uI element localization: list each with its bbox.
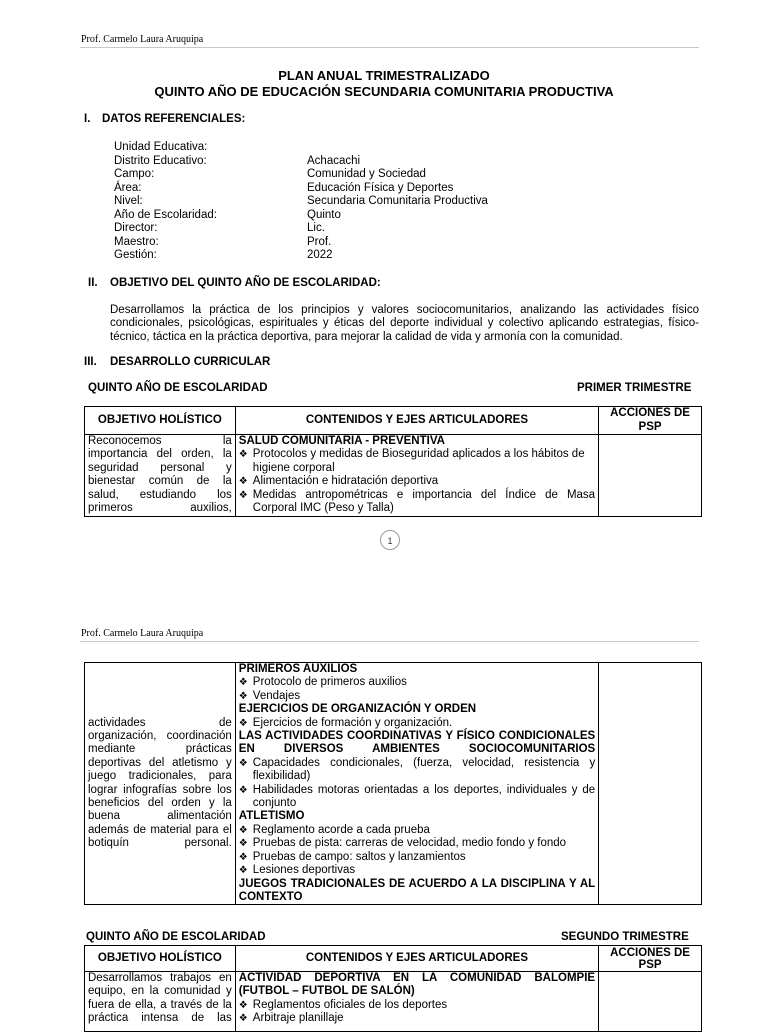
list-item: ❖ Medidas antropométricas e importancia del Índice de Masa Corporal IMC (Peso y Talla) xyxy=(238,488,596,515)
objective-cell: actividades de organización, coordinación mediante prácticas deportivas del atletismo y juego tradicionales, para lograr infografías sobre los beneficios del orden y la buena alimentación además de material para el botiquín personal. xyxy=(85,663,236,905)
list-item: ❖ Alimentación e hidratación deportiva xyxy=(238,475,439,488)
trimester-2-term: SEGUNDO TRIMESTRE xyxy=(561,931,689,943)
content-heading: SALUD COMUNITARIA - PREVENTIVA xyxy=(238,435,445,447)
list-item: ❖ Vendajes xyxy=(238,689,301,702)
diamond-bullet-icon: ❖ xyxy=(238,999,248,1011)
table-header-contents: CONTENIDOS Y EJES ARTICULADORES xyxy=(235,407,598,435)
diamond-bullet-icon: ❖ xyxy=(238,851,248,863)
diamond-bullet-icon: ❖ xyxy=(238,476,248,488)
section-2-number: II. xyxy=(88,277,98,289)
content-heading: JUEGOS TRADICIONALES DE ACUERDO A LA DISCIPLINA Y AL CONTEXTO xyxy=(238,877,596,903)
trimester-1-term: PRIMER TRIMESTRE xyxy=(577,382,692,394)
curriculum-table-2 xyxy=(84,945,702,1032)
list-item: ❖ Pruebas de campo: saltos y lanzamientos xyxy=(238,850,466,863)
section-2-title: OBJETIVO DEL QUINTO AÑO DE ESCOLARIDAD: xyxy=(110,277,381,289)
diamond-bullet-icon: ❖ xyxy=(238,757,248,769)
section-3-title: DESARROLLO CURRICULAR xyxy=(110,356,271,368)
diamond-bullet-icon: ❖ xyxy=(238,690,248,702)
curriculum-table-1 xyxy=(84,406,702,517)
actions-cell xyxy=(599,972,702,1032)
datos-value: Prof. xyxy=(307,235,332,248)
datos-label: Distrito Educativo: xyxy=(114,154,207,167)
datos-label: Área: xyxy=(114,181,142,194)
datos-label: Campo: xyxy=(114,168,155,180)
table-header-actions: ACCIONES DE PSP xyxy=(599,946,702,972)
datos-label: Unidad Educativa: xyxy=(114,141,208,153)
datos-value: Quinto xyxy=(307,208,341,221)
trimester-1-year: QUINTO AÑO DE ESCOLARIDAD xyxy=(88,382,268,394)
datos-labels xyxy=(114,141,217,263)
content-heading: PRIMEROS AUXILIOS xyxy=(238,663,358,675)
list-item: ❖ Protocolo de primeros auxilios xyxy=(238,676,407,689)
diamond-bullet-icon: ❖ xyxy=(238,677,248,689)
diamond-bullet-icon: ❖ xyxy=(238,489,248,501)
datos-label: Maestro: xyxy=(114,235,159,248)
page-number-badge: 1 xyxy=(380,530,400,550)
contents-cell xyxy=(235,663,598,905)
objective-paragraph: Desarrollamos la práctica de los principios y valores sociocomunitarios, analizando las actividades físico condicionales, psicológicas, espirituales y éticas del deporte individual y colectivo aplicando estrategias, físico-técnico, táctica en la práctica deportiva, para mejorar la calidad de vida y armonía con la comunidad. xyxy=(110,304,699,343)
actions-cell xyxy=(599,663,702,905)
document-subtitle: QUINTO AÑO DE EDUCACIÓN SECUNDARIA COMUNITARIA PRODUCTIVA xyxy=(154,84,614,99)
diamond-bullet-icon: ❖ xyxy=(238,1013,248,1025)
objective-cell: Desarrollamos trabajos en equipo, en la comunidad y fuera de ella, a través de la práctica intensa de las xyxy=(85,972,236,1032)
contents-cell xyxy=(235,435,598,517)
diamond-bullet-icon: ❖ xyxy=(238,784,248,796)
header-divider xyxy=(80,47,699,48)
list-item: ❖ Ejercicios de formación y organización. xyxy=(238,716,453,729)
datos-label: Director: xyxy=(114,222,158,234)
objective-cell: Reconocemos la importancia del orden, la seguridad personal y bienestar común de la salud, estudiando los primeros auxilios, xyxy=(85,435,236,517)
section-1-number: I. xyxy=(84,113,91,125)
content-heading: EJERCICIOS DE ORGANIZACIÓN Y ORDEN xyxy=(238,703,477,716)
list-item: ❖ Protocolos y medidas de Bioseguridad aplicados a los hábitos de higiene corporal xyxy=(238,448,585,474)
datos-label: Gestión: xyxy=(114,249,157,261)
datos-value: Secundaria Comunitaria Productiva xyxy=(307,195,488,207)
list-item: ❖ Arbitraje planillaje xyxy=(238,1012,344,1025)
datos-label: Nivel: xyxy=(114,195,143,207)
table-header-objective: OBJETIVO HOLÍSTICO xyxy=(85,407,236,435)
datos-label: Año de Escolaridad: xyxy=(114,208,217,221)
content-heading: ATLETISMO xyxy=(238,810,305,823)
datos-value: 2022 xyxy=(307,249,333,261)
list-item: ❖ Lesiones deportivas xyxy=(238,864,356,877)
datos-value: Lic. xyxy=(307,222,325,234)
diamond-bullet-icon: ❖ xyxy=(238,824,248,836)
datos-value xyxy=(307,141,488,155)
list-item: ❖ Reglamentos oficiales de los deportes xyxy=(238,998,448,1011)
diamond-bullet-icon: ❖ xyxy=(238,838,248,850)
trimester-2-year: QUINTO AÑO DE ESCOLARIDAD xyxy=(86,931,266,943)
table-header-objective: OBJETIVO HOLÍSTICO xyxy=(85,946,236,972)
actions-cell xyxy=(599,435,702,517)
section-1-title: DATOS REFERENCIALES: xyxy=(102,113,246,125)
content-heading: LAS ACTIVIDADES COORDINATIVAS Y FÍSICO CONDICIONALES EN DIVERSOS AMBIENTES SOCIOCOMUNITARIOS xyxy=(238,730,596,756)
content-heading: ACTIVIDAD DEPORTIVA EN LA COMUNIDAD BALOMPIE (FUTBOL – FUTBOL DE SALÓN) xyxy=(238,972,596,998)
document-title: PLAN ANUAL TRIMESTRALIZADO xyxy=(278,68,490,83)
diamond-bullet-icon: ❖ xyxy=(238,449,248,461)
page-header-author: Prof. Carmelo Laura Aruquipa xyxy=(81,34,204,45)
curriculum-table-1-continued xyxy=(84,662,702,905)
contents-cell xyxy=(235,972,598,1032)
datos-value: Achacachi xyxy=(307,154,361,167)
page-header-author: Prof. Carmelo Laura Aruquipa xyxy=(81,628,204,639)
datos-value: Educación Física y Deportes xyxy=(307,181,454,194)
table-header-contents: CONTENIDOS Y EJES ARTICULADORES xyxy=(235,946,598,972)
section-3-number: III. xyxy=(84,356,97,368)
list-item: ❖ Reglamento acorde a cada prueba xyxy=(238,823,430,836)
diamond-bullet-icon: ❖ xyxy=(238,717,248,729)
list-item: ❖ Habilidades motoras orientadas a los deportes, individuales y de conjunto xyxy=(238,783,596,810)
diamond-bullet-icon: ❖ xyxy=(238,865,248,877)
datos-value: Comunidad y Sociedad xyxy=(307,168,426,180)
list-item: ❖ Pruebas de pista: carreras de velocidad, medio fondo y fondo xyxy=(238,837,567,850)
header-divider xyxy=(80,641,699,642)
list-item: ❖ Capacidades condicionales, (fuerza, velocidad, resistencia y flexibilidad) xyxy=(238,756,596,783)
datos-values xyxy=(307,141,488,263)
table-header-actions: ACCIONES DE PSP xyxy=(599,407,702,435)
